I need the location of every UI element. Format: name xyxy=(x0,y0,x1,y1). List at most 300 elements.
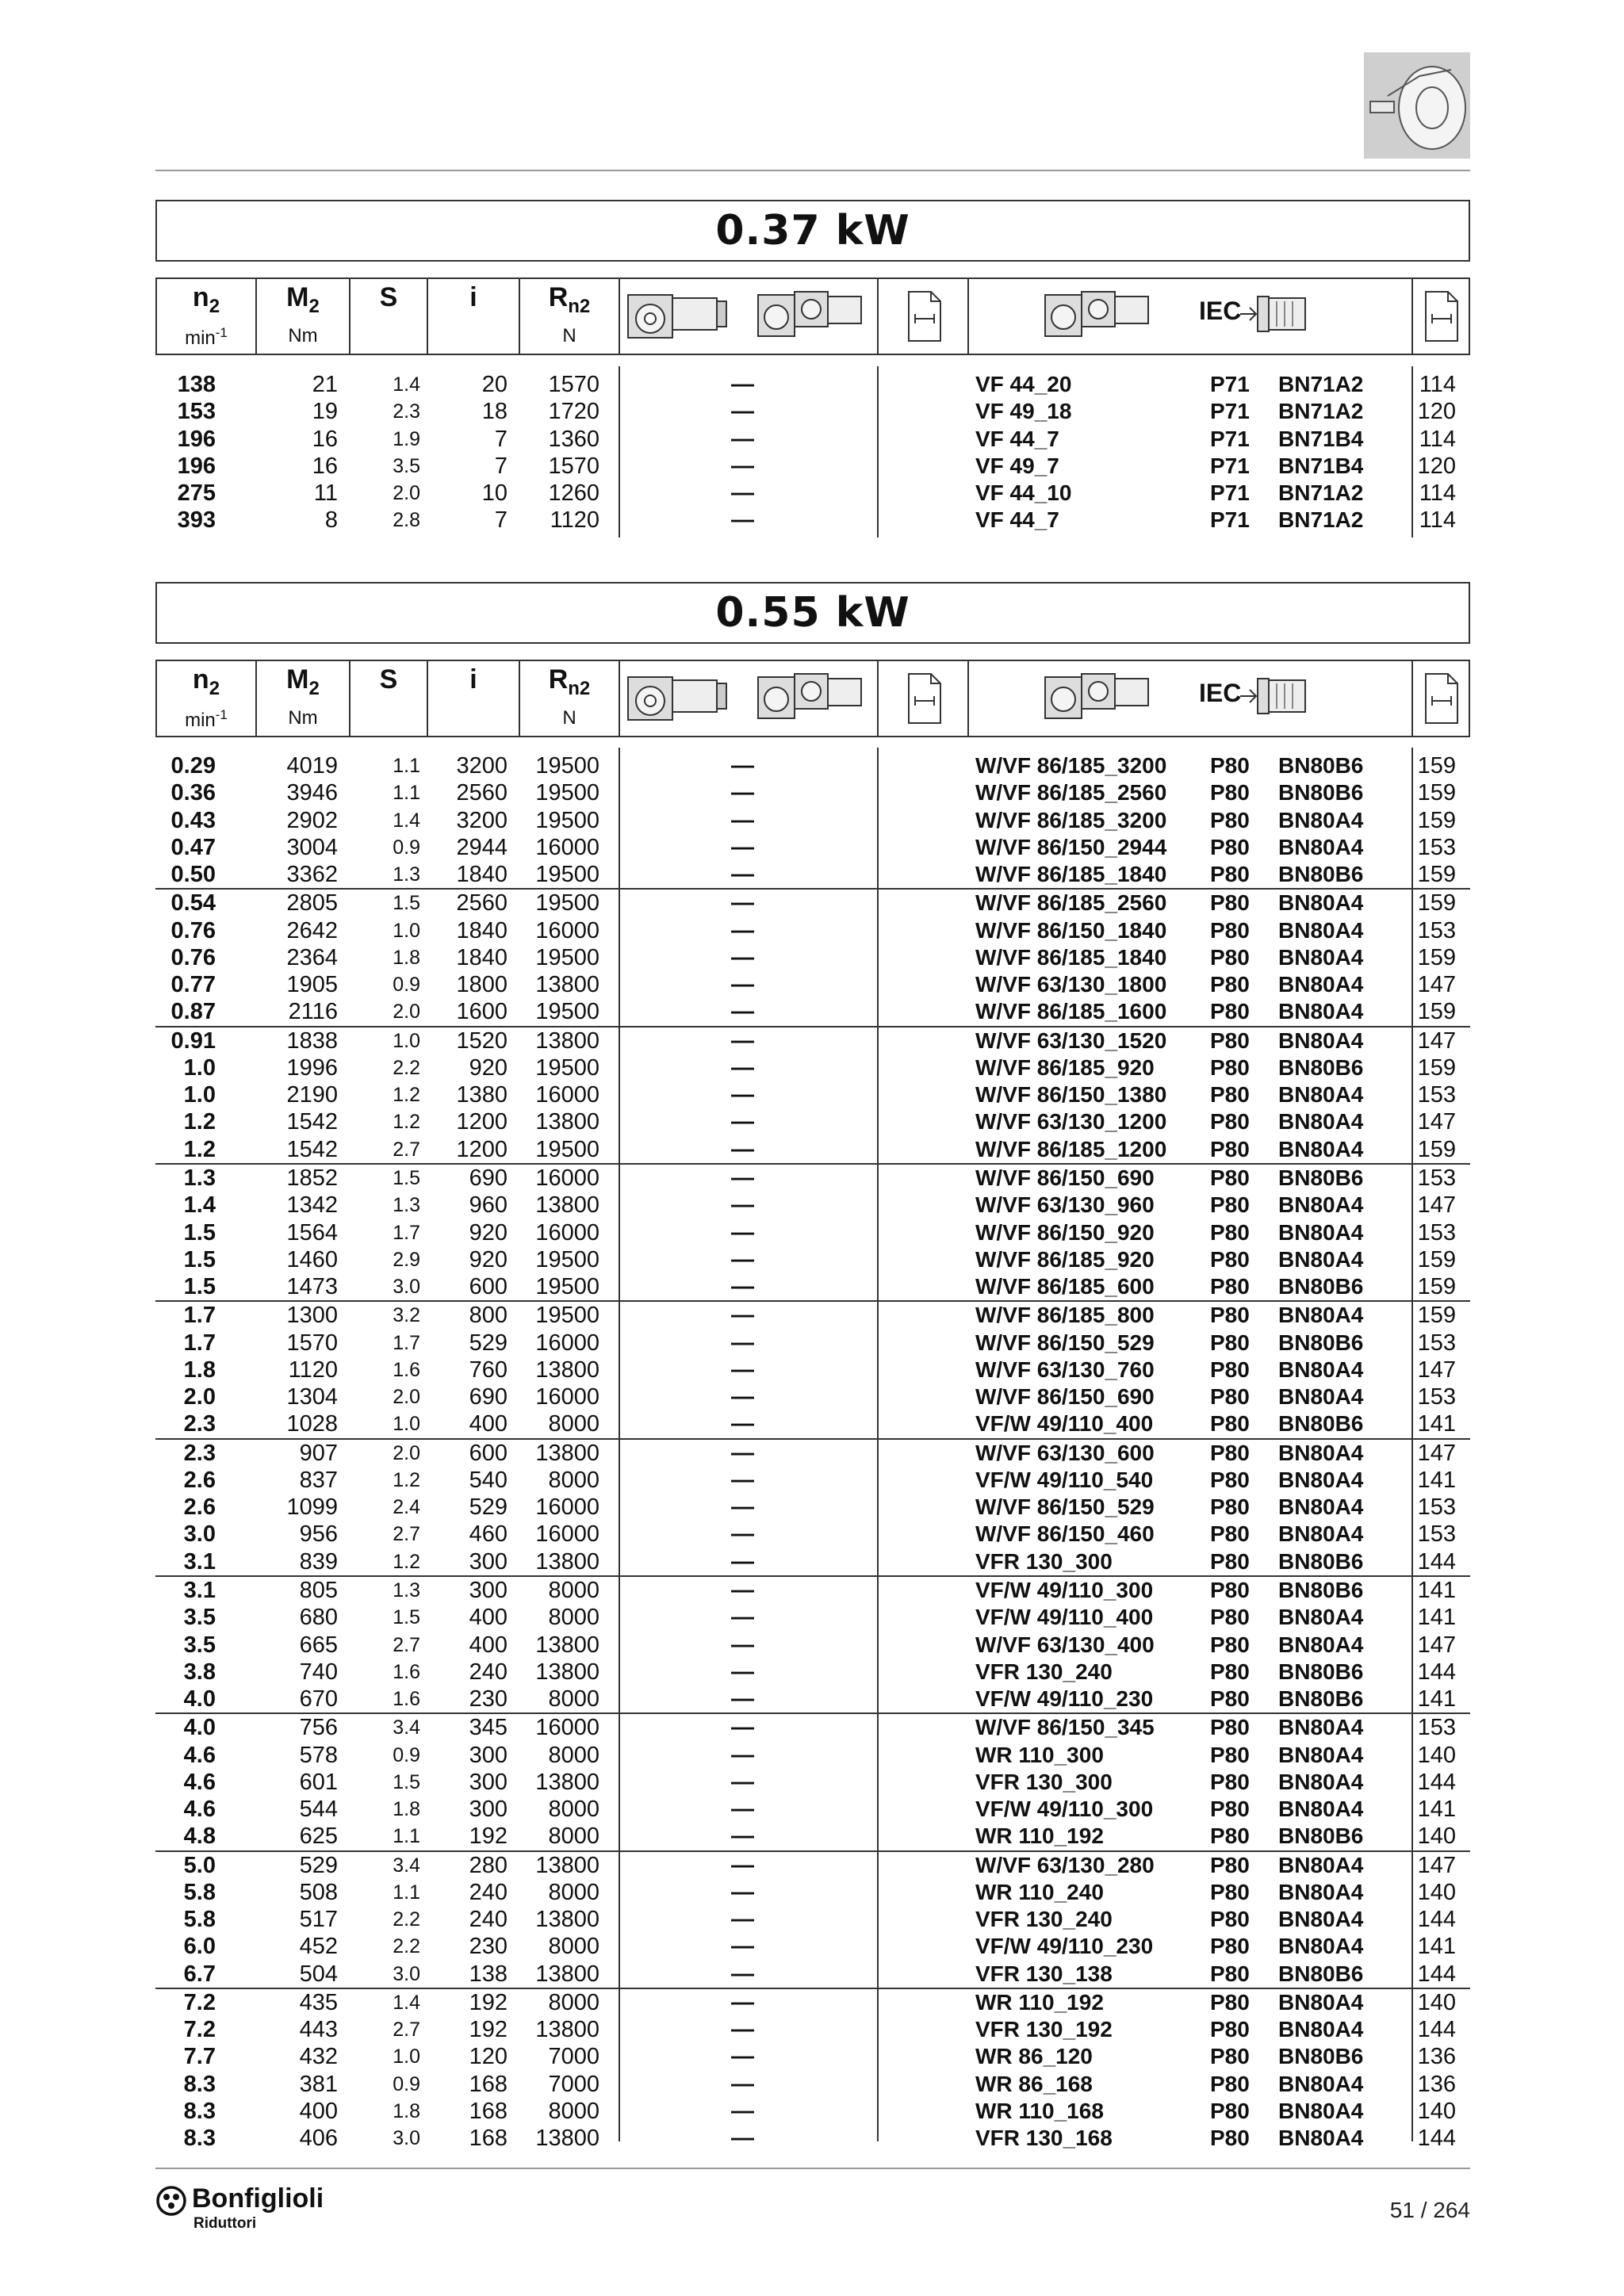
cell-motor: BN80B6 xyxy=(1278,1274,1364,1299)
cell-n2: 3.1 xyxy=(183,1577,216,1603)
cell-model: W/VF 86/185_3200 xyxy=(975,807,1167,832)
cell-m2: 21 xyxy=(312,372,338,397)
cell-motor: BN80A4 xyxy=(1278,917,1364,943)
cell-iec-flange: P80 xyxy=(1210,1246,1250,1272)
brand-name: Bonfiglioli xyxy=(192,2183,324,2214)
power-rating-box xyxy=(155,200,1470,262)
column-divider xyxy=(877,748,879,2141)
table-row xyxy=(155,1300,1470,1329)
cell-gearmotor-na: — xyxy=(731,1852,754,1878)
cell-n2: 4.0 xyxy=(183,1715,216,1741)
cell-iec-flange: P80 xyxy=(1210,1384,1250,1410)
cell-i: 3200 xyxy=(456,753,508,779)
cell-gearmotor-na: — xyxy=(731,1082,754,1108)
cell-i: 920 xyxy=(469,1054,508,1081)
cell-model: VF 44_10 xyxy=(975,480,1072,506)
col-page-header-2 xyxy=(1413,661,1469,736)
cell-i: 192 xyxy=(469,2017,508,2043)
cell-iec-flange: P80 xyxy=(1210,917,1250,943)
cell-rn2: 16000 xyxy=(535,1384,599,1410)
cell-page-ref: 141 xyxy=(1417,1411,1456,1437)
cell-gearmotor-na: — xyxy=(731,480,754,507)
cell-rn2: 13800 xyxy=(535,1548,599,1575)
cell-i: 1840 xyxy=(456,944,508,970)
cell-i: 230 xyxy=(469,1686,508,1712)
cell-model: VF/W 49/110_400 xyxy=(975,1605,1154,1630)
cell-s: 0.9 xyxy=(393,836,420,859)
cell-m2: 1473 xyxy=(286,1274,338,1300)
col-s-header xyxy=(350,661,428,736)
cell-s: 2.0 xyxy=(393,1441,420,1464)
cell-motor: BN80A4 xyxy=(1278,1521,1364,1547)
cell-iec-flange: P80 xyxy=(1210,1605,1250,1630)
cell-model: W/VF 63/130_760 xyxy=(975,1357,1155,1382)
table-row xyxy=(155,1769,1470,1796)
cell-s: 2.0 xyxy=(393,1001,420,1024)
cell-model: WR 110_192 xyxy=(975,1989,1104,2015)
cell-iec-flange: P80 xyxy=(1210,1521,1250,1547)
cell-gearmotor-na: — xyxy=(731,1303,754,1329)
cell-s: 2.7 xyxy=(393,1633,420,1656)
cell-m2: 670 xyxy=(299,1686,338,1712)
col-s-header xyxy=(350,279,428,354)
cell-s: 1.6 xyxy=(393,1358,420,1381)
cell-m2: 2902 xyxy=(286,807,338,833)
col-iec-label: IEC xyxy=(1199,679,1242,707)
cell-n2: 1.4 xyxy=(183,1192,216,1219)
cell-n2: 2.0 xyxy=(183,1384,216,1410)
cell-gearmotor-na: — xyxy=(731,972,754,998)
cell-n2: 2.3 xyxy=(183,1440,216,1466)
cell-i: 192 xyxy=(469,1823,508,1850)
table-row xyxy=(155,1712,1470,1741)
cell-model: W/VF 63/130_1520 xyxy=(975,1027,1167,1053)
cell-iec-flange: P80 xyxy=(1210,1989,1250,2015)
cell-model: W/VF 86/150_529 xyxy=(975,1494,1155,1520)
cell-n2: 0.76 xyxy=(170,944,216,970)
cell-m2: 1300 xyxy=(286,1303,338,1329)
cell-i: 10 xyxy=(481,480,508,507)
cell-i: 529 xyxy=(469,1494,508,1521)
cell-iec-flange: P80 xyxy=(1210,753,1250,778)
cell-page-ref: 153 xyxy=(1417,1082,1456,1108)
cell-model: WR 86_120 xyxy=(975,2044,1093,2069)
cell-rn2: 13800 xyxy=(535,2126,599,2152)
cell-rn2: 16000 xyxy=(535,1715,599,1741)
cell-gearmotor-na: — xyxy=(731,1961,754,1987)
cell-iec-flange: P80 xyxy=(1210,1303,1250,1328)
cell-n2: 4.0 xyxy=(183,1686,216,1712)
table-row xyxy=(155,1906,1470,1933)
cell-s: 1.8 xyxy=(393,1798,420,1821)
cell-s: 1.8 xyxy=(393,2100,420,2123)
cell-model: VF/W 49/110_300 xyxy=(975,1797,1154,1822)
table-row xyxy=(155,1548,1470,1575)
cell-page-ref: 153 xyxy=(1417,1521,1456,1548)
cell-page-ref: 141 xyxy=(1417,1605,1456,1631)
cell-gearmotor-na: — xyxy=(731,1715,754,1741)
cell-m2: 1460 xyxy=(286,1246,338,1272)
cell-gearmotor-na: — xyxy=(731,1136,754,1162)
col-i-label: i xyxy=(469,282,477,312)
cell-gearmotor-na: — xyxy=(731,1769,754,1795)
cell-m2: 19 xyxy=(312,399,338,425)
cell-m2: 529 xyxy=(299,1852,338,1878)
table-row xyxy=(155,1521,1470,1548)
table-row xyxy=(155,1246,1470,1273)
cell-gearmotor-na: — xyxy=(731,944,754,970)
cell-n2: 1.5 xyxy=(183,1219,216,1246)
cell-gearmotor-na: — xyxy=(731,1440,754,1466)
cell-gearmotor-na: — xyxy=(731,1577,754,1603)
cell-iec-flange: P80 xyxy=(1210,1411,1250,1437)
cell-model: W/VF 86/150_920 xyxy=(975,1219,1155,1245)
cell-m2: 907 xyxy=(299,1440,338,1466)
cell-s: 2.2 xyxy=(393,1908,420,1931)
cell-iec-flange: P80 xyxy=(1210,2126,1250,2151)
cell-i: 1600 xyxy=(456,999,508,1025)
cell-iec-flange: P80 xyxy=(1210,1659,1250,1684)
cell-iec-flange: P71 xyxy=(1210,453,1250,478)
cell-model: WR 110_192 xyxy=(975,1823,1104,1849)
cell-m2: 16 xyxy=(312,453,338,479)
cell-iec-flange: P80 xyxy=(1210,1136,1250,1161)
column-header-row xyxy=(155,660,1470,737)
table-row xyxy=(155,1961,1470,1988)
col-m2-header xyxy=(257,279,350,354)
cell-s: 1.6 xyxy=(393,1688,420,1711)
cell-s: 1.1 xyxy=(393,782,420,805)
table-row xyxy=(155,1136,1470,1163)
cell-m2: 665 xyxy=(299,1632,338,1658)
col-rn2-label: $R_{n2}$ xyxy=(548,664,591,699)
cell-gearmotor-na: — xyxy=(731,1659,754,1685)
table-row xyxy=(155,1494,1470,1521)
table-row xyxy=(155,1686,1470,1712)
cell-model: VFR 130_138 xyxy=(975,1961,1113,1986)
cell-gearmotor-na: — xyxy=(731,890,754,916)
cell-model: VF/W 49/110_400 xyxy=(975,1411,1154,1437)
cell-rn2: 13800 xyxy=(535,2017,599,2043)
cell-rn2: 8000 xyxy=(548,1411,599,1437)
cell-m2: 11 xyxy=(313,480,338,507)
cell-model: VFR 130_240 xyxy=(975,1659,1113,1684)
cell-n2: 0.43 xyxy=(170,807,216,833)
page-number: 51 / 264 xyxy=(1389,2198,1470,2222)
cell-gearmotor-na: — xyxy=(731,862,754,888)
cell-model: W/VF 86/150_1380 xyxy=(975,1082,1167,1108)
cell-model: W/VF 86/185_920 xyxy=(975,1054,1155,1080)
cell-motor: BN80A4 xyxy=(1278,1303,1364,1328)
table-row xyxy=(155,1632,1470,1659)
cell-n2: 2.3 xyxy=(183,1411,216,1437)
cell-i: 460 xyxy=(469,1521,508,1548)
cell-n2: 1.5 xyxy=(183,1274,216,1300)
footer-rule xyxy=(155,2168,1470,2169)
cell-iec-flange: P71 xyxy=(1210,480,1250,506)
cell-gearmotor-na: — xyxy=(731,807,754,833)
cell-rn2: 13800 xyxy=(535,1907,599,1933)
cell-m2: 16 xyxy=(312,426,338,452)
cell-motor: BN80B6 xyxy=(1278,1548,1364,1574)
col-m2-label: $M_2$ xyxy=(286,282,320,317)
cell-s: 1.5 xyxy=(393,1166,420,1189)
cell-iec-flange: P80 xyxy=(1210,1577,1250,1602)
cell-rn2: 7000 xyxy=(548,2044,599,2070)
cell-gearmotor-na: — xyxy=(731,1989,754,2015)
table-row xyxy=(155,1933,1470,1960)
cell-model: VF/W 49/110_540 xyxy=(975,1467,1154,1492)
cell-i: 1380 xyxy=(456,1082,508,1108)
cell-model: W/VF 86/185_2560 xyxy=(975,890,1167,916)
cell-s: 1.5 xyxy=(393,1770,420,1793)
cell-n2: 6.7 xyxy=(183,1961,216,1987)
cell-s: 1.7 xyxy=(393,1221,420,1244)
cell-i: 960 xyxy=(469,1192,508,1219)
table-row xyxy=(155,1108,1470,1135)
cell-rn2: 19500 xyxy=(535,1274,599,1300)
cell-iec-flange: P80 xyxy=(1210,1742,1250,1767)
cell-i: 1840 xyxy=(456,862,508,888)
cell-iec-flange: P80 xyxy=(1210,2044,1250,2069)
cell-gearmotor-na: — xyxy=(731,1823,754,1850)
cell-motor: BN80A4 xyxy=(1278,1192,1364,1218)
cell-motor: BN80B6 xyxy=(1278,753,1364,778)
bonfiglioli-logo-icon xyxy=(155,2185,187,2217)
cell-i: 1520 xyxy=(456,1027,508,1054)
combined-gearbox-icon xyxy=(1044,287,1162,346)
cell-page-ref: 153 xyxy=(1417,1330,1456,1356)
cell-rn2: 16000 xyxy=(535,1521,599,1548)
cell-gearmotor-na: — xyxy=(731,2126,754,2152)
cell-s: 1.1 xyxy=(393,755,420,777)
cell-gearmotor-na: — xyxy=(731,1467,754,1493)
cell-model: VF 49_18 xyxy=(975,399,1072,424)
table-row xyxy=(155,426,1470,453)
cell-i: 7 xyxy=(494,426,508,452)
cell-model: VFR 130_192 xyxy=(975,2017,1113,2042)
combined-gearbox-icon xyxy=(1044,669,1162,728)
cell-s: 1.7 xyxy=(393,1331,420,1354)
cell-s: 2.0 xyxy=(393,1386,420,1409)
cell-model: W/VF 86/185_1840 xyxy=(975,862,1167,887)
cell-motor: BN80A4 xyxy=(1278,1219,1364,1245)
cell-motor: BN80B6 xyxy=(1278,1411,1364,1437)
table-row xyxy=(155,1823,1470,1850)
cell-page-ref: 141 xyxy=(1417,1797,1456,1823)
cell-rn2: 13800 xyxy=(535,1357,599,1383)
cell-s: 2.8 xyxy=(393,509,420,532)
table-row xyxy=(155,1742,1470,1769)
cell-i: 7 xyxy=(494,507,508,534)
cell-model: W/VF 63/130_960 xyxy=(975,1192,1155,1218)
cell-rn2: 13800 xyxy=(535,972,599,998)
cell-iec-flange: P80 xyxy=(1210,1686,1250,1712)
col-s-label: S xyxy=(379,282,398,312)
col-n2-label: $n_2$ xyxy=(192,664,220,699)
cell-iec-flange: P80 xyxy=(1210,1274,1250,1299)
cell-n2: 1.2 xyxy=(183,1136,216,1162)
col-i-header xyxy=(428,279,520,354)
cell-rn2: 1570 xyxy=(548,372,599,397)
cell-n2: 1.7 xyxy=(183,1303,216,1329)
cell-iec-flange: P80 xyxy=(1210,2017,1250,2042)
cell-s: 0.9 xyxy=(393,1743,420,1766)
cell-page-ref: 159 xyxy=(1417,1246,1456,1272)
cell-n2: 153 xyxy=(177,399,216,425)
cell-m2: 2364 xyxy=(286,944,338,970)
cell-i: 800 xyxy=(469,1303,508,1329)
cell-s: 1.5 xyxy=(393,1606,420,1629)
cell-page-ref: 120 xyxy=(1417,453,1456,479)
cell-motor: BN80A4 xyxy=(1278,2126,1364,2151)
cell-i: 690 xyxy=(469,1165,508,1191)
cell-page-ref: 144 xyxy=(1417,2017,1456,2043)
cell-s: 2.9 xyxy=(393,1248,420,1271)
cell-m2: 680 xyxy=(299,1605,338,1631)
cell-motor: BN80B6 xyxy=(1278,1330,1364,1355)
cell-n2: 7.7 xyxy=(183,2044,216,2070)
cell-n2: 0.47 xyxy=(170,834,216,860)
table-row xyxy=(155,971,1470,998)
cell-iec-flange: P80 xyxy=(1210,1769,1250,1794)
cell-iec-flange: P80 xyxy=(1210,780,1250,806)
cell-gearmotor-na: — xyxy=(731,507,754,534)
cell-s: 2.7 xyxy=(393,2019,420,2042)
cell-page-ref: 159 xyxy=(1417,1136,1456,1162)
cell-i: 300 xyxy=(469,1548,508,1575)
table-row xyxy=(155,998,1470,1025)
cell-iec-flange: P80 xyxy=(1210,1797,1250,1822)
column-divider xyxy=(619,366,620,538)
cell-rn2: 19500 xyxy=(535,1303,599,1329)
cell-motor: BN80A4 xyxy=(1278,834,1364,859)
cell-gearmotor-na: — xyxy=(731,2044,754,2070)
table-row xyxy=(155,807,1470,834)
cell-rn2: 1260 xyxy=(548,480,599,507)
cell-motor: BN80A4 xyxy=(1278,944,1364,970)
cell-motor: BN80B6 xyxy=(1278,1054,1364,1080)
cell-s: 1.3 xyxy=(393,1194,420,1217)
table-row xyxy=(155,861,1470,888)
cell-m2: 1120 xyxy=(288,1357,338,1383)
cell-rn2: 8000 xyxy=(548,1605,599,1631)
cell-iec-flange: P80 xyxy=(1210,1219,1250,1245)
cell-iec-flange: P80 xyxy=(1210,1494,1250,1520)
cell-n2: 275 xyxy=(177,480,216,507)
cell-s: 1.3 xyxy=(393,863,420,886)
cell-gearmotor-na: — xyxy=(731,2099,754,2125)
cell-gearmotor-na: — xyxy=(731,1027,754,1054)
col-n2-label: $n_2$ xyxy=(192,282,220,317)
cell-n2: 8.3 xyxy=(183,2099,216,2125)
cell-n2: 8.3 xyxy=(183,2126,216,2152)
cell-i: 168 xyxy=(469,2126,508,2152)
cell-s: 3.0 xyxy=(393,2127,420,2150)
table-row xyxy=(155,1850,1470,1879)
cell-m2: 443 xyxy=(299,2017,338,2043)
cell-i: 920 xyxy=(469,1219,508,1246)
cell-gearmotor-na: — xyxy=(731,1797,754,1823)
cell-iec-flange: P80 xyxy=(1210,1027,1250,1053)
cell-m2: 1852 xyxy=(286,1165,338,1191)
cell-s: 3.0 xyxy=(393,1962,420,1985)
cell-n2: 7.2 xyxy=(183,2017,216,2043)
cell-motor: BN80B6 xyxy=(1278,780,1364,806)
cell-model: W/VF 86/185_2560 xyxy=(975,780,1167,806)
cell-motor: BN80A4 xyxy=(1278,1384,1364,1410)
cell-iec-flange: P80 xyxy=(1210,2099,1250,2124)
cell-s: 2.7 xyxy=(393,1138,420,1161)
cell-iec-flange: P80 xyxy=(1210,1192,1250,1218)
cell-n2: 4.6 xyxy=(183,1769,216,1795)
cell-rn2: 13800 xyxy=(535,1632,599,1658)
cell-page-ref: 140 xyxy=(1417,1823,1456,1850)
cell-gearmotor-na: — xyxy=(731,1907,754,1933)
cell-s: 1.2 xyxy=(393,1111,420,1134)
cell-i: 20 xyxy=(481,372,508,397)
cell-motor: BN80B6 xyxy=(1278,1961,1364,1986)
iec-motor-icon xyxy=(1239,672,1318,720)
cell-iec-flange: P80 xyxy=(1210,972,1250,997)
cell-motor: BN80A4 xyxy=(1278,972,1364,997)
cell-rn2: 19500 xyxy=(535,807,599,833)
table-row xyxy=(155,1438,1470,1467)
cell-m2: 1099 xyxy=(286,1494,338,1521)
cell-motor: BN80B6 xyxy=(1278,1823,1364,1849)
table-row xyxy=(155,752,1470,779)
cell-s: 3.4 xyxy=(393,1854,420,1877)
cell-page-ref: 147 xyxy=(1417,1440,1456,1466)
cell-gearmotor-na: — xyxy=(731,1494,754,1521)
cell-page-ref: 144 xyxy=(1417,2126,1456,2152)
cell-model: W/VF 86/185_920 xyxy=(975,1246,1155,1272)
col-n2-header xyxy=(157,279,257,354)
cell-page-ref: 159 xyxy=(1417,890,1456,916)
cell-m2: 1542 xyxy=(286,1136,338,1162)
cell-m2: 625 xyxy=(299,1823,338,1850)
col-page-header-1 xyxy=(879,661,969,736)
table-row xyxy=(155,1357,1470,1383)
cell-gearmotor-na: — xyxy=(731,1109,754,1135)
table-row xyxy=(155,2098,1470,2125)
cell-i: 7 xyxy=(494,453,508,479)
cell-i: 168 xyxy=(469,2099,508,2125)
cell-rn2: 13800 xyxy=(535,1961,599,1987)
cell-rn2: 8000 xyxy=(548,1989,599,2015)
cell-gearmotor-na: — xyxy=(731,1411,754,1437)
cell-iec-flange: P80 xyxy=(1210,1632,1250,1657)
cell-motor: BN80A4 xyxy=(1278,1605,1364,1630)
cell-motor: BN80A4 xyxy=(1278,1027,1364,1053)
table-row xyxy=(155,1383,1470,1410)
cell-motor: BN80B6 xyxy=(1278,1659,1364,1684)
cell-model: W/VF 63/130_280 xyxy=(975,1852,1155,1877)
cell-page-ref: 144 xyxy=(1417,1961,1456,1987)
cell-m2: 3362 xyxy=(286,862,338,888)
cell-model: VFR 130_300 xyxy=(975,1548,1113,1574)
cell-gearmotor-na: — xyxy=(731,1548,754,1575)
cell-model: W/VF 86/185_3200 xyxy=(975,753,1167,778)
cell-gearmotor-na: — xyxy=(731,999,754,1025)
cell-motor: BN80A4 xyxy=(1278,999,1364,1024)
page-reference-icon xyxy=(1424,290,1459,342)
cell-gearmotor-na: — xyxy=(731,917,754,943)
cell-iec-flange: P80 xyxy=(1210,1823,1250,1849)
cell-page-ref: 153 xyxy=(1417,1165,1456,1191)
cell-s: 1.0 xyxy=(393,2045,420,2068)
cell-model: VF/W 49/110_300 xyxy=(975,1577,1154,1602)
